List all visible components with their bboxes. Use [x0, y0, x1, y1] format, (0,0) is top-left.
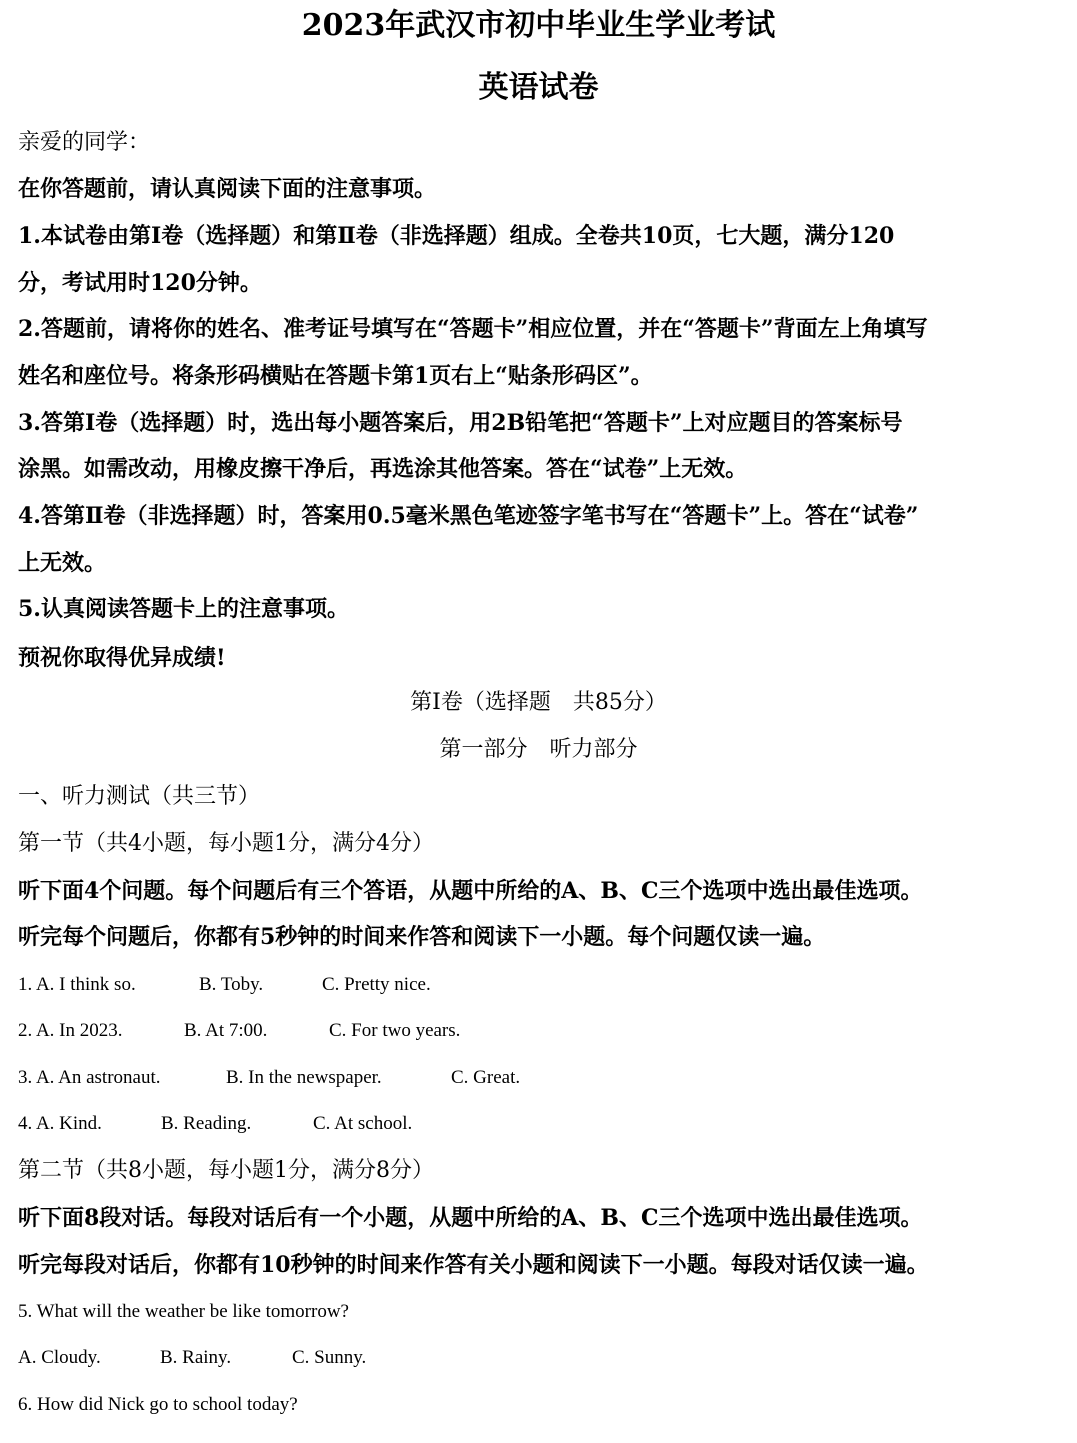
notice-item-3: 3.答第Ⅰ卷（选择题）时，选出每小题答案后，用2B铅笔把“答题卡”上对应题目的答案标号 [18, 410, 903, 436]
notice-item-1: 1.本试卷由第Ⅰ卷（选择题）和第Ⅱ卷（非选择题）组成。全卷共10页，七大题，满分120 [18, 223, 895, 249]
notice-item-4: 4.答第Ⅱ卷（非选择题）时，答案用0.5毫米黑色笔迹签字笔书写在“答题卡”上。答在“试卷” [18, 503, 919, 529]
option-a: A. Cloudy. [18, 1347, 101, 1368]
notice-wish: 预祝你取得优异成绩! [18, 645, 226, 671]
greeting: 亲爱的同学： [18, 130, 151, 155]
question-3-options [18, 1063, 1063, 1093]
option-b: B. In the newspaper. [226, 1067, 382, 1088]
section-1-instruction: 听下面4个问题。每个问题后有三个答语，从题中所给的A、B、C三个选项中选出最佳选项。 [18, 878, 923, 904]
section-2-instruction: 听下面8段对话。每段对话后有一个小题，从题中所给的A、B、C三个选项中选出最佳选项。 [18, 1205, 923, 1231]
option-c: C. Great. [451, 1067, 521, 1088]
option-c: C. Pretty nice. [322, 974, 431, 995]
question-5-options [18, 1343, 1063, 1373]
volume-heading: 第Ⅰ卷（选择题 共85分） [410, 690, 667, 715]
section-2-title: 第二节（共8小题，每小题1分，满分8分） [18, 1158, 434, 1183]
exam-title: 2023年武汉市初中毕业生学业考试 [301, 8, 776, 43]
notice-item-2-cont: 姓名和座位号。将条形码横贴在答题卡第1页右上“贴条形码区”。 [18, 363, 653, 389]
question-1-options [18, 970, 1063, 1000]
notice-item-4-cont: 上无效。 [18, 550, 107, 576]
option-b: B. Reading. [161, 1113, 252, 1134]
option-a: 1. A. I think so. [18, 974, 136, 995]
section-1-title: 第一节（共4小题，每小题1分，满分4分） [18, 831, 434, 856]
option-b: B. Toby. [199, 974, 264, 995]
part-heading: 第一部分 听力部分 [439, 737, 638, 762]
option-c: C. For two years. [329, 1020, 461, 1041]
notice-item-1-cont: 分，考试用时120分钟。 [18, 270, 262, 296]
section-1-instruction-cont: 听完每个问题后，你都有5秒钟的时间来作答和阅读下一小题。每个问题仅读一遍。 [18, 924, 826, 950]
notice-item-5: 5.认真阅读答题卡上的注意事项。 [18, 596, 349, 622]
option-b: B. Rainy. [160, 1347, 232, 1368]
question-5-text: 5. What will the weather be like tomorrow? [18, 1301, 349, 1322]
exam-subtitle: 英语试卷 [478, 70, 599, 105]
question-4-options [18, 1109, 1063, 1139]
option-a: 4. A. Kind. [18, 1113, 102, 1134]
question-6-text: 6. How did Nick go to school today? [18, 1394, 298, 1415]
notice-item-3-cont: 涂黑。如需改动，用橡皮擦干净后，再选涂其他答案。答在“试卷”上无效。 [18, 456, 748, 482]
section-2-instruction-cont: 听完每段对话后，你都有10秒钟的时间来作答有关小题和阅读下一小题。每段对话仅读一遍。 [18, 1252, 929, 1278]
option-a: 2. A. In 2023. [18, 1020, 123, 1041]
option-a: 3. A. An astronaut. [18, 1067, 161, 1088]
notice-item-2: 2.答题前，请将你的姓名、准考证号填写在“答题卡”相应位置，并在“答题卡”背面左上角填写 [18, 316, 928, 342]
option-b: B. At 7:00. [184, 1020, 268, 1041]
notice-intro: 在你答题前，请认真阅读下面的注意事项。 [18, 176, 437, 202]
listening-section-title: 一、听力测试（共三节） [18, 784, 261, 809]
option-c: C. At school. [313, 1113, 413, 1134]
option-c: C. Sunny. [292, 1347, 367, 1368]
question-2-options [18, 1016, 1063, 1046]
